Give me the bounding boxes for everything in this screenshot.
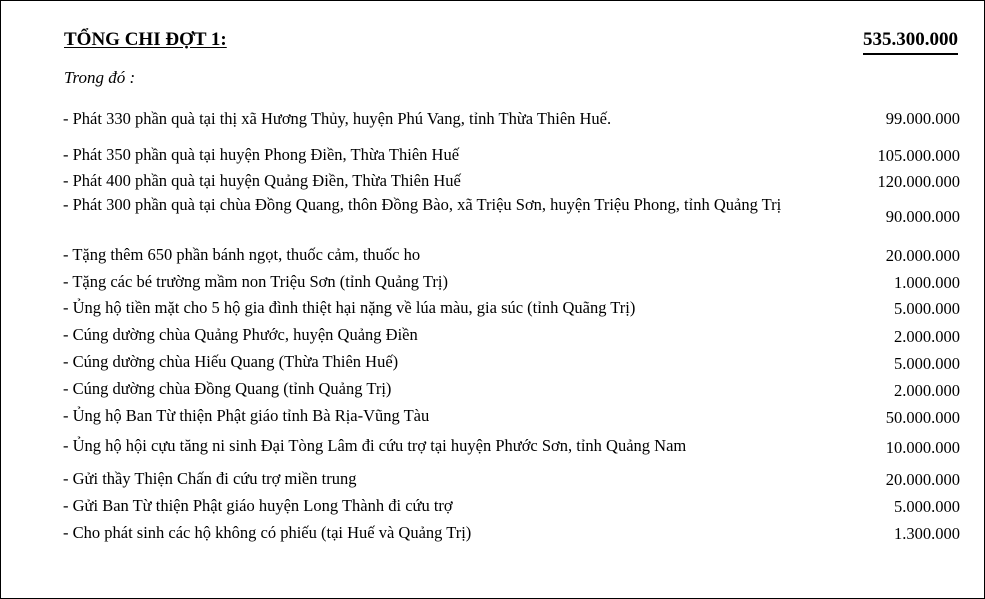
- expense-amount: 105.000.000: [877, 146, 960, 165]
- expense-amount: 90.000.000: [885, 207, 960, 226]
- expense-row: [63, 405, 960, 427]
- expense-amount: 2.000.000: [894, 327, 960, 346]
- expense-label: - Cúng dường chùa Hiếu Quang (Thừa Thiên Huế): [63, 352, 399, 371]
- expense-amount: 5.000.000: [894, 299, 960, 318]
- expense-label: - Ủng hộ Ban Từ thiện Phật giáo tỉnh Bà Rịa-Vũng Tàu: [63, 406, 430, 425]
- expense-amount: 1.300.000: [894, 524, 960, 543]
- expense-label: - Ủng hộ tiền mặt cho 5 hộ gia đình thiệt hại nặng về lúa màu, gia súc (tỉnh Quãng Trị): [63, 298, 636, 317]
- total-title: TỔNG CHI ĐỢT 1:: [64, 29, 227, 50]
- expense-label: - Ủng hộ hội cựu tăng ni sinh Đại Tòng Lâm đi cứu trợ tại huyện Phước Sơn, tỉnh Quảng Nam: [63, 436, 687, 455]
- expense-row: [63, 271, 960, 293]
- expense-amount: 5.000.000: [894, 354, 960, 373]
- expense-row: [63, 194, 960, 226]
- expense-amount: 20.000.000: [885, 246, 960, 265]
- expense-label: - Phát 400 phần quà tại huyện Quảng Điền, Thừa Thiên Huế: [63, 171, 461, 190]
- expense-row: [63, 144, 960, 166]
- expense-row: [63, 324, 960, 346]
- expense-row: [63, 244, 960, 266]
- expense-amount: 120.000.000: [877, 172, 960, 191]
- expense-row: [63, 351, 960, 373]
- expense-amount: 99.000.000: [885, 109, 960, 128]
- expense-label: - Phát 300 phần quà tại chùa Đồng Quang, thôn Đồng Bào, xã Triệu Sơn, huyện Triệu Phong, tỉnh Quảng Trị: [63, 195, 782, 214]
- expense-amount: 10.000.000: [885, 438, 960, 457]
- expense-label: - Cho phát sinh các hộ không có phiếu (tại Huế và Quảng Trị): [63, 523, 472, 542]
- subtitle: Trong đó :: [64, 68, 136, 87]
- expense-label: - Phát 350 phần quà tại huyện Phong Điền, Thừa Thiên Huế: [63, 145, 460, 164]
- expense-label: - Cúng dường chùa Đồng Quang (tỉnh Quảng Trị): [63, 379, 392, 398]
- expense-row: [63, 170, 960, 192]
- expense-label: - Tặng các bé trường mầm non Triệu Sơn (tỉnh Quảng Trị): [63, 272, 448, 291]
- expense-row: [63, 378, 960, 400]
- expense-label: - Phát 330 phần quà tại thị xã Hương Thủy, huyện Phú Vang, tỉnh Thừa Thiên Huế.: [63, 109, 612, 128]
- expense-row: [63, 108, 960, 130]
- expense-row: [63, 435, 960, 457]
- expense-amount: 5.000.000: [894, 497, 960, 516]
- expense-row: [63, 522, 960, 544]
- expense-label: - Gửi Ban Từ thiện Phật giáo huyện Long Thành đi cứu trợ: [63, 496, 453, 515]
- expense-label: - Tặng thêm 650 phần bánh ngọt, thuốc cảm, thuốc ho: [63, 245, 421, 264]
- expense-amount: 2.000.000: [894, 381, 960, 400]
- expense-amount: 1.000.000: [894, 273, 960, 292]
- expense-row: [63, 297, 960, 319]
- expense-label: - Cúng dường chùa Quảng Phước, huyện Quảng Điền: [63, 325, 418, 344]
- expense-row: [63, 495, 960, 517]
- expense-amount: 50.000.000: [885, 408, 960, 427]
- expense-row: [63, 468, 960, 490]
- expense-amount: 20.000.000: [885, 470, 960, 489]
- total-amount: 535.300.000: [863, 29, 958, 55]
- expense-label: - Gửi thầy Thiện Chấn đi cứu trợ miền trung: [63, 469, 357, 488]
